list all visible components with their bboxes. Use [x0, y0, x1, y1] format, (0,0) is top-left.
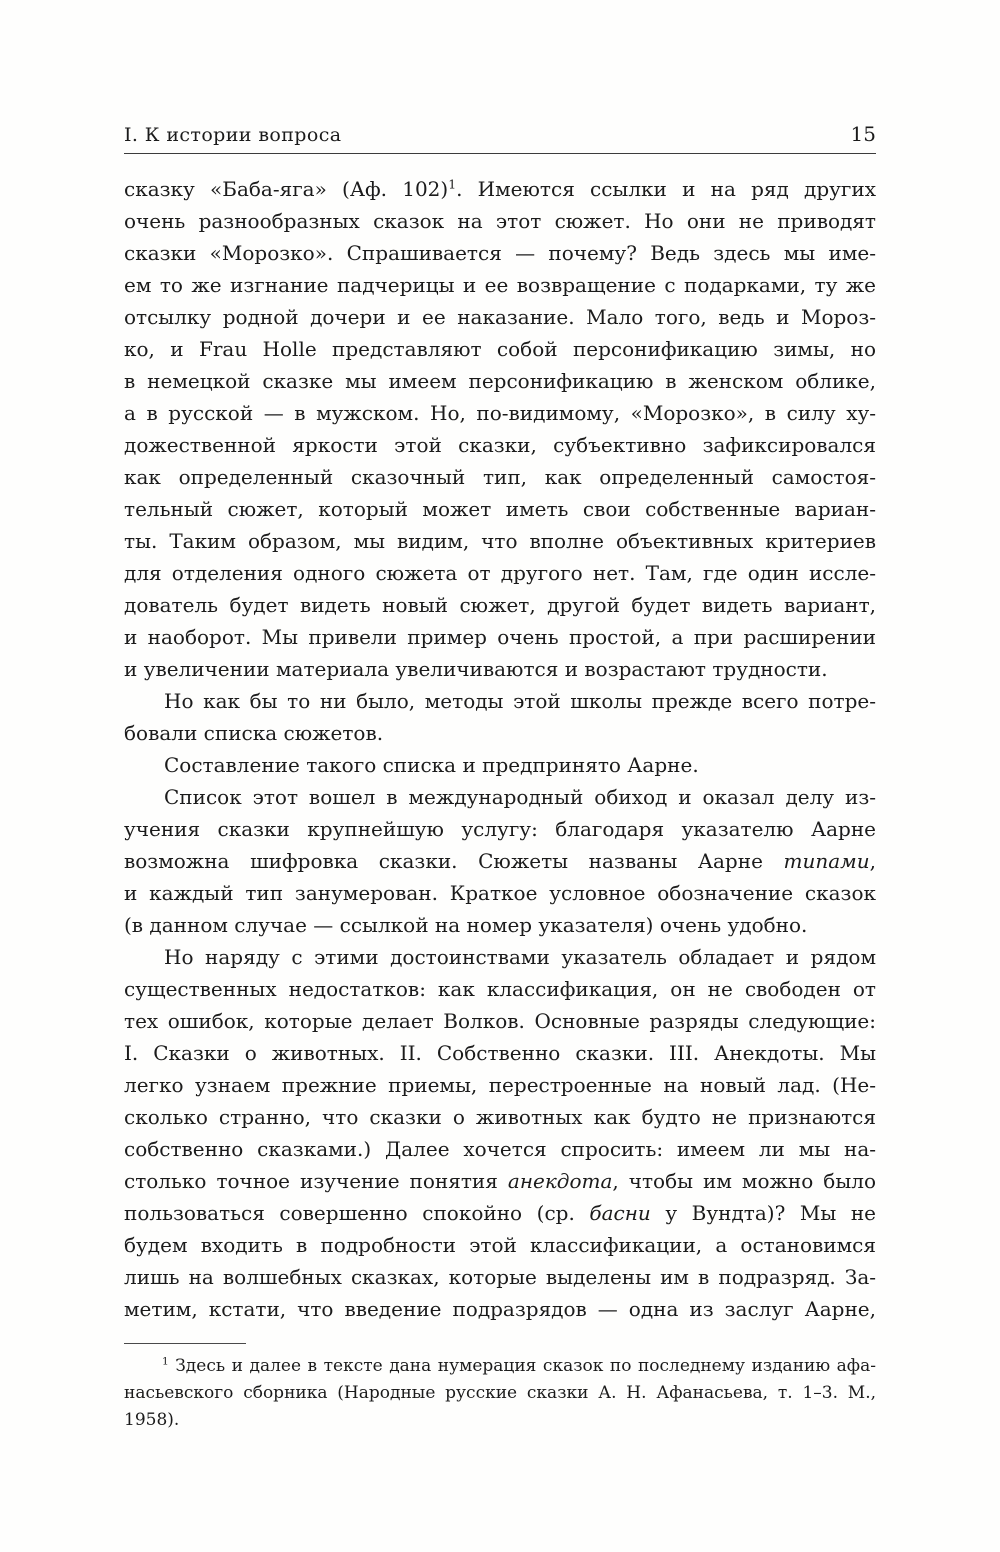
- text-run: будем входить в подробности этой классификации, а остановимся: [124, 1233, 876, 1257]
- text-run: для отделения одного сюжета от другого нет. Там, где один иссле-: [124, 561, 876, 585]
- text-line: [124, 1005, 876, 1037]
- text-run: собственно сказками.) Далее хочется спросить: имеем ли мы на-: [124, 1137, 876, 1161]
- text-line: [124, 1261, 876, 1293]
- text-run: Но как бы то ни было, методы этой школы прежде всего потре-: [164, 689, 876, 713]
- text-line: [124, 1380, 876, 1407]
- text-line: [124, 1407, 876, 1434]
- text-run: ко, и Frau Holle представляют собой персонификацию зимы, но: [124, 337, 876, 361]
- text-line: [124, 557, 876, 589]
- text-run: ,: [869, 849, 876, 873]
- text-line: [124, 973, 876, 1005]
- text-line: [124, 269, 876, 301]
- text-line: [124, 909, 876, 941]
- text-run: в немецкой сказке мы имеем персонификацию в женском облике,: [124, 369, 876, 393]
- text-run: ем то же изгнание падчерицы и ее возвращение с подарками, ту же: [124, 273, 876, 297]
- text-line: [124, 1037, 876, 1069]
- text-line: [124, 845, 876, 877]
- text-run: сказку «Баба-яга» (Аф. 102): [124, 177, 449, 201]
- text-line: [124, 1133, 876, 1165]
- text-line: [124, 749, 876, 781]
- text-line: [124, 1197, 876, 1229]
- text-run: (в данном случае — ссылкой на номер указателя) очень удобно.: [124, 913, 808, 937]
- running-header: [124, 122, 876, 154]
- footnote-separator-rule: [124, 1343, 246, 1344]
- text-line: [124, 429, 876, 461]
- text-run: очень разнообразных сказок на этот сюжет. Но они не приводят: [124, 209, 876, 233]
- text-run: пользоваться совершенно спокойно (ср.: [124, 1201, 590, 1225]
- chapter-running-title: I. К истории вопроса: [124, 124, 342, 146]
- text-line: [124, 1353, 876, 1380]
- text-line: [124, 397, 876, 429]
- text-line: [124, 941, 876, 973]
- text-run: у Вундта)? Мы не: [650, 1201, 876, 1225]
- text-run: как определенный сказочный тип, как определенный самостоя-: [124, 465, 876, 489]
- text-run: ты. Таким образом, мы видим, что вполне объективных критериев: [124, 529, 876, 553]
- text-run: дователь будет видеть новый сюжет, другой будет видеть вариант,: [124, 593, 876, 617]
- text-run: а в русской — в мужском. Но, по-видимому, «Морозко», в силу ху-: [124, 401, 876, 425]
- paragraph: [124, 685, 876, 749]
- text-run: Составление такого списка и предпринято Аарне.: [164, 753, 699, 777]
- text-run: отсылку родной дочери и ее наказание. Мало того, ведь и Мороз-: [124, 305, 876, 329]
- text-line: [124, 461, 876, 493]
- text-run: тех ошибок, которые делает Волков. Основные разряды следующие:: [124, 1009, 876, 1033]
- text-run: и каждый тип занумерован. Краткое условное обозначение сказок: [124, 881, 876, 905]
- text-run: лишь на волшебных сказках, которые выделены им в подразряд. За-: [124, 1265, 876, 1289]
- text-run: дожественной яркости этой сказки, субъективно зафиксировался: [124, 433, 876, 457]
- footnote: [124, 1353, 876, 1434]
- text-run: учения сказки крупнейшую услугу: благодаря указателю Аарне: [124, 817, 876, 841]
- text-line: [124, 205, 876, 237]
- page-number: 15: [850, 122, 876, 146]
- text-line: [124, 1101, 876, 1133]
- text-line: [124, 813, 876, 845]
- page-content: [124, 122, 876, 1434]
- text-run: метим, кстати, что введение подразрядов — одна из заслуг Аарне,: [124, 1297, 876, 1321]
- text-line: [124, 1229, 876, 1261]
- text-run: насьевского сборника (Народные русские сказки А. Н. Афанасьева, т. 1–3. М.,: [124, 1383, 876, 1403]
- text-run: и увеличении материала увеличиваются и возрастают трудности.: [124, 657, 828, 681]
- text-line: [124, 653, 876, 685]
- text-run: сказки «Морозко». Спрашивается — почему? Ведь здесь мы име-: [124, 241, 876, 265]
- text-run: . Имеются ссылки и на ряд других: [456, 177, 877, 201]
- italic-run: типами: [783, 849, 870, 873]
- paragraph: [124, 941, 876, 1325]
- text-run: бовали списка сюжетов.: [124, 721, 384, 745]
- text-run: Но наряду с этими достоинствами указатель обладает и рядом: [164, 945, 876, 969]
- text-line: [124, 1165, 876, 1197]
- text-line: [124, 1069, 876, 1101]
- italic-run: анекдота: [507, 1169, 613, 1193]
- text-line: [124, 333, 876, 365]
- text-run: столько точное изучение понятия: [124, 1169, 508, 1193]
- text-run: существенных недостатков: как классификация, он не свободен от: [124, 977, 876, 1001]
- body-text: [124, 173, 876, 1325]
- text-line: [124, 685, 876, 717]
- paragraph: [124, 749, 876, 781]
- footnote-marker: 1: [162, 1355, 169, 1368]
- text-run: и наоборот. Мы привели пример очень простой, а при расширении: [124, 625, 876, 649]
- text-run: легко узнаем прежние приемы, перестроенные на новый лад. (Не-: [124, 1073, 876, 1097]
- text-run: сколько странно, что сказки о животных как будто не признаются: [124, 1105, 876, 1129]
- text-run: возможна шифровка сказки. Сюжеты названы Аарне: [124, 849, 784, 873]
- text-run: Список этот вошел в международный обиход и оказал делу из-: [164, 785, 876, 809]
- text-run: тельный сюжет, который может иметь свои собственные вариан-: [124, 497, 876, 521]
- text-line: [124, 717, 876, 749]
- text-run: I. Сказки о животных. II. Собственно сказки. III. Анекдоты. Мы: [124, 1041, 876, 1065]
- text-line: [124, 621, 876, 653]
- text-line: [124, 365, 876, 397]
- paragraph: [124, 173, 876, 685]
- text-line: [124, 877, 876, 909]
- text-line: [124, 589, 876, 621]
- text-run: 1958).: [124, 1410, 180, 1430]
- text-line: [124, 173, 876, 205]
- footnote-ref: 1: [448, 176, 457, 192]
- text-line: [124, 493, 876, 525]
- text-line: [124, 525, 876, 557]
- text-line: [124, 301, 876, 333]
- text-run: , чтобы им можно было: [612, 1169, 876, 1193]
- text-run: Здесь и далее в тексте дана нумерация сказок по последнему изданию афа-: [168, 1356, 876, 1376]
- text-line: [124, 1293, 876, 1325]
- text-line: [124, 237, 876, 269]
- text-line: [124, 781, 876, 813]
- italic-run: басни: [589, 1201, 651, 1225]
- paragraph: [124, 781, 876, 941]
